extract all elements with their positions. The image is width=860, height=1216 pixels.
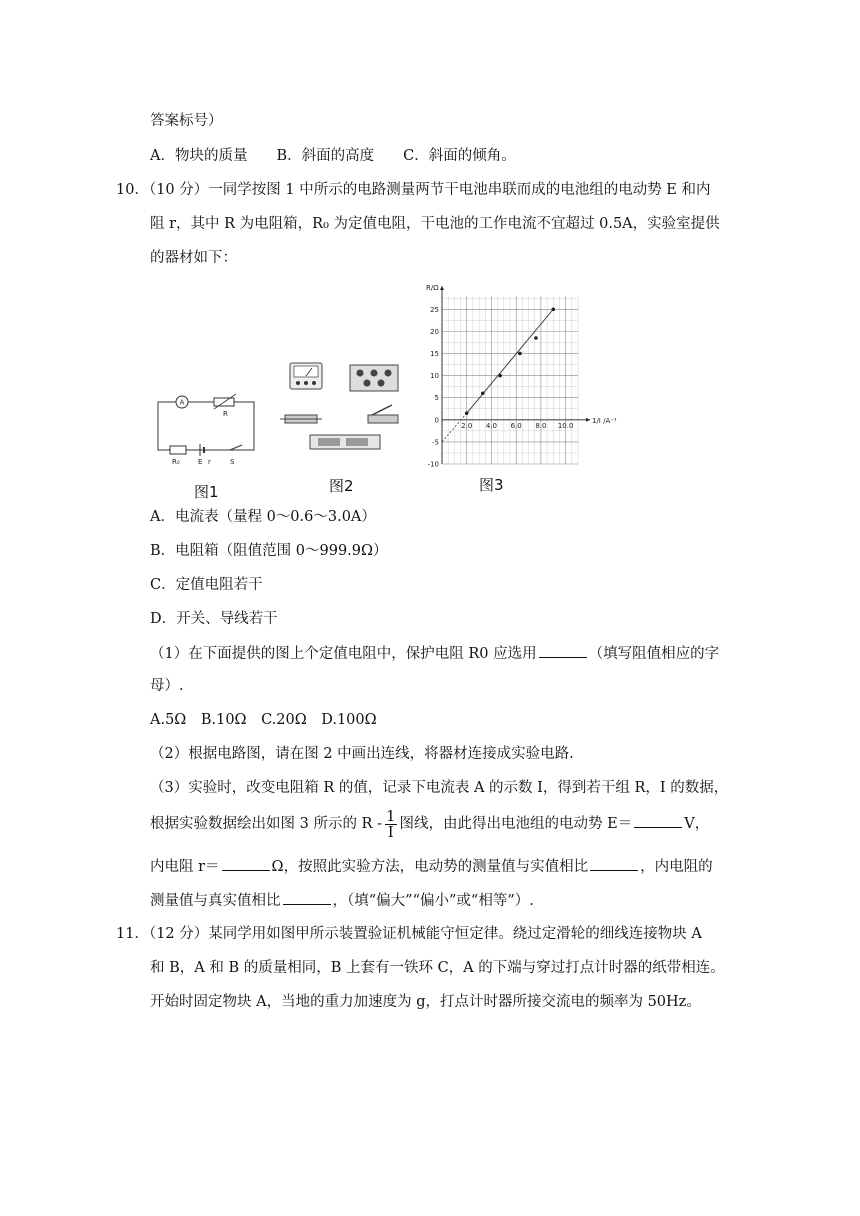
x-tick-label: 2.0 bbox=[461, 421, 473, 430]
item-a: A．电流表（量程 0～0.6～3.0A） bbox=[150, 509, 376, 525]
x-axis-arrow bbox=[586, 418, 590, 422]
q10-intro-2: 阻 r，其中 R 为电阻箱，R₀ 为定值电阻，干电池的工作电流不宜超过 0.5A，实验室提供 bbox=[150, 216, 720, 232]
x-tick-label: 6.0 bbox=[510, 421, 522, 430]
q11-line1: 11．（12 分）某同学用如图甲所示装置验证机械能守恒定律。绕过定滑轮的细线连接物块 A bbox=[116, 926, 702, 942]
r0-label: R₀ bbox=[172, 458, 180, 466]
sub3-line1: （3）实验时，改变电阻箱 R 的值，记录下电流表 A 的示数 I，得到若干组 R，I 的数据， bbox=[150, 780, 729, 796]
emf-label: E bbox=[198, 458, 203, 466]
fig1-label: 图1 bbox=[194, 483, 219, 501]
sub3-line3 bbox=[150, 856, 713, 877]
y-tick-label: 0 bbox=[434, 416, 439, 425]
fixed-resistor-symbol bbox=[170, 446, 186, 454]
answer-blank-emf[interactable] bbox=[634, 813, 682, 828]
switch-device bbox=[368, 415, 398, 423]
x-axis-label: 1/I /A⁻¹ bbox=[592, 416, 617, 425]
q9-continuation: 答案标号） bbox=[150, 113, 223, 129]
fraction-denominator: I bbox=[387, 822, 394, 841]
q11-line3: 开始时固定物块 A，当地的重力加速度为 g，打点计时器所接交流电的频率为 50Hz。 bbox=[150, 994, 701, 1010]
ammeter-label: A bbox=[179, 398, 185, 407]
data-point bbox=[481, 391, 485, 395]
sub3-text-b2: 图线，由此得出电池组的电动势 E＝ bbox=[399, 816, 633, 832]
answer-blank-r0[interactable] bbox=[539, 643, 587, 658]
sub3-text-c3: ，内电阻的 bbox=[640, 859, 713, 875]
data-point bbox=[498, 374, 502, 378]
y-tick-label: 5 bbox=[434, 394, 439, 403]
y-axis-arrow bbox=[440, 286, 444, 290]
sub3-text-b3: V， bbox=[684, 816, 710, 832]
sub1-line1 bbox=[150, 643, 719, 664]
y-tick-label: -10 bbox=[427, 460, 439, 469]
y-tick-label: 25 bbox=[430, 305, 439, 314]
sub2-text: （2）根据电路图，请在图 2 中画出连线，将器材连接成实验电路. bbox=[150, 746, 574, 762]
sub1-options: A.5Ω B.10Ω C.20Ω D.100Ω bbox=[150, 712, 377, 728]
sub3-line4 bbox=[150, 890, 534, 911]
data-point bbox=[534, 336, 538, 340]
fig3-label: 图3 bbox=[479, 476, 504, 494]
answer-blank-r[interactable] bbox=[222, 856, 270, 871]
switch-label: S bbox=[230, 458, 235, 466]
item-b: B．电阻箱（阻值范围 0～999.9Ω） bbox=[150, 543, 388, 559]
inverse-i-fraction bbox=[385, 806, 397, 841]
y-tick-label: 20 bbox=[430, 327, 439, 336]
q10-intro-3: 的器材如下： bbox=[150, 250, 237, 266]
item-c: C．定值电阻若干 bbox=[150, 577, 263, 593]
data-point bbox=[551, 307, 555, 311]
answer-blank-r-compare[interactable] bbox=[283, 890, 331, 905]
answer-blank-emf-compare[interactable] bbox=[590, 856, 638, 871]
sub3-text-b1: 根据实验数据绘出如图 3 所示的 R - bbox=[150, 816, 382, 832]
r-vs-inverse-i-chart bbox=[420, 282, 617, 472]
x-tick-label: 4.0 bbox=[485, 421, 498, 430]
fig2-label: 图2 bbox=[329, 477, 354, 495]
sub1-text-b: （填写阻值相应的字 bbox=[588, 646, 720, 662]
data-point bbox=[465, 411, 469, 415]
y-tick-label: 15 bbox=[430, 349, 439, 358]
sub3-text-c1: 内电阻 r＝ bbox=[150, 859, 220, 875]
q10-intro-1: 10．（10 分）一同学按图 1 中所示的电路测量两节干电池串联而成的电池组的电动势 E 和内 bbox=[116, 182, 711, 198]
resistance-box-device bbox=[350, 365, 398, 391]
x-tick-label: 10.0 bbox=[557, 421, 574, 430]
sub1-line2: 母）. bbox=[150, 678, 184, 694]
sub3-text-d2: ，（填“偏大”“偏小”或“相等”）. bbox=[332, 893, 534, 909]
data-point bbox=[518, 352, 522, 356]
sub3-line2 bbox=[150, 808, 709, 840]
sub3-text-c2: Ω，按照此实验方法，电动势的测量值与实值相比 bbox=[271, 859, 589, 875]
sub3-text-d1: 测量值与真实值相比 bbox=[150, 893, 281, 909]
circuit-diagram bbox=[152, 392, 262, 466]
q9-options: A．物块的质量 B．斜面的高度 C．斜面的倾角。 bbox=[150, 148, 516, 164]
x-tick-label: 8.0 bbox=[535, 421, 547, 430]
y-tick-label: 10 bbox=[430, 372, 439, 381]
q11-line2: 和 B，A 和 B 的质量相同，B 上套有一铁环 C，A 的下端与穿过打点计时器的纸带相连。 bbox=[150, 960, 725, 976]
y-axis-label: R/Ω bbox=[426, 284, 439, 292]
y-tick-label: -5 bbox=[432, 438, 439, 447]
r-box-label: R bbox=[223, 410, 228, 418]
internal-r-label: r bbox=[208, 458, 211, 466]
sub1-text-a: （1）在下面提供的图上个定值电阻中，保护电阻 R0 应选用 bbox=[150, 646, 537, 662]
equipment-picture bbox=[280, 355, 410, 465]
fraction-numerator: 1 bbox=[385, 806, 396, 825]
item-d: D．开关、导线若干 bbox=[150, 611, 278, 627]
